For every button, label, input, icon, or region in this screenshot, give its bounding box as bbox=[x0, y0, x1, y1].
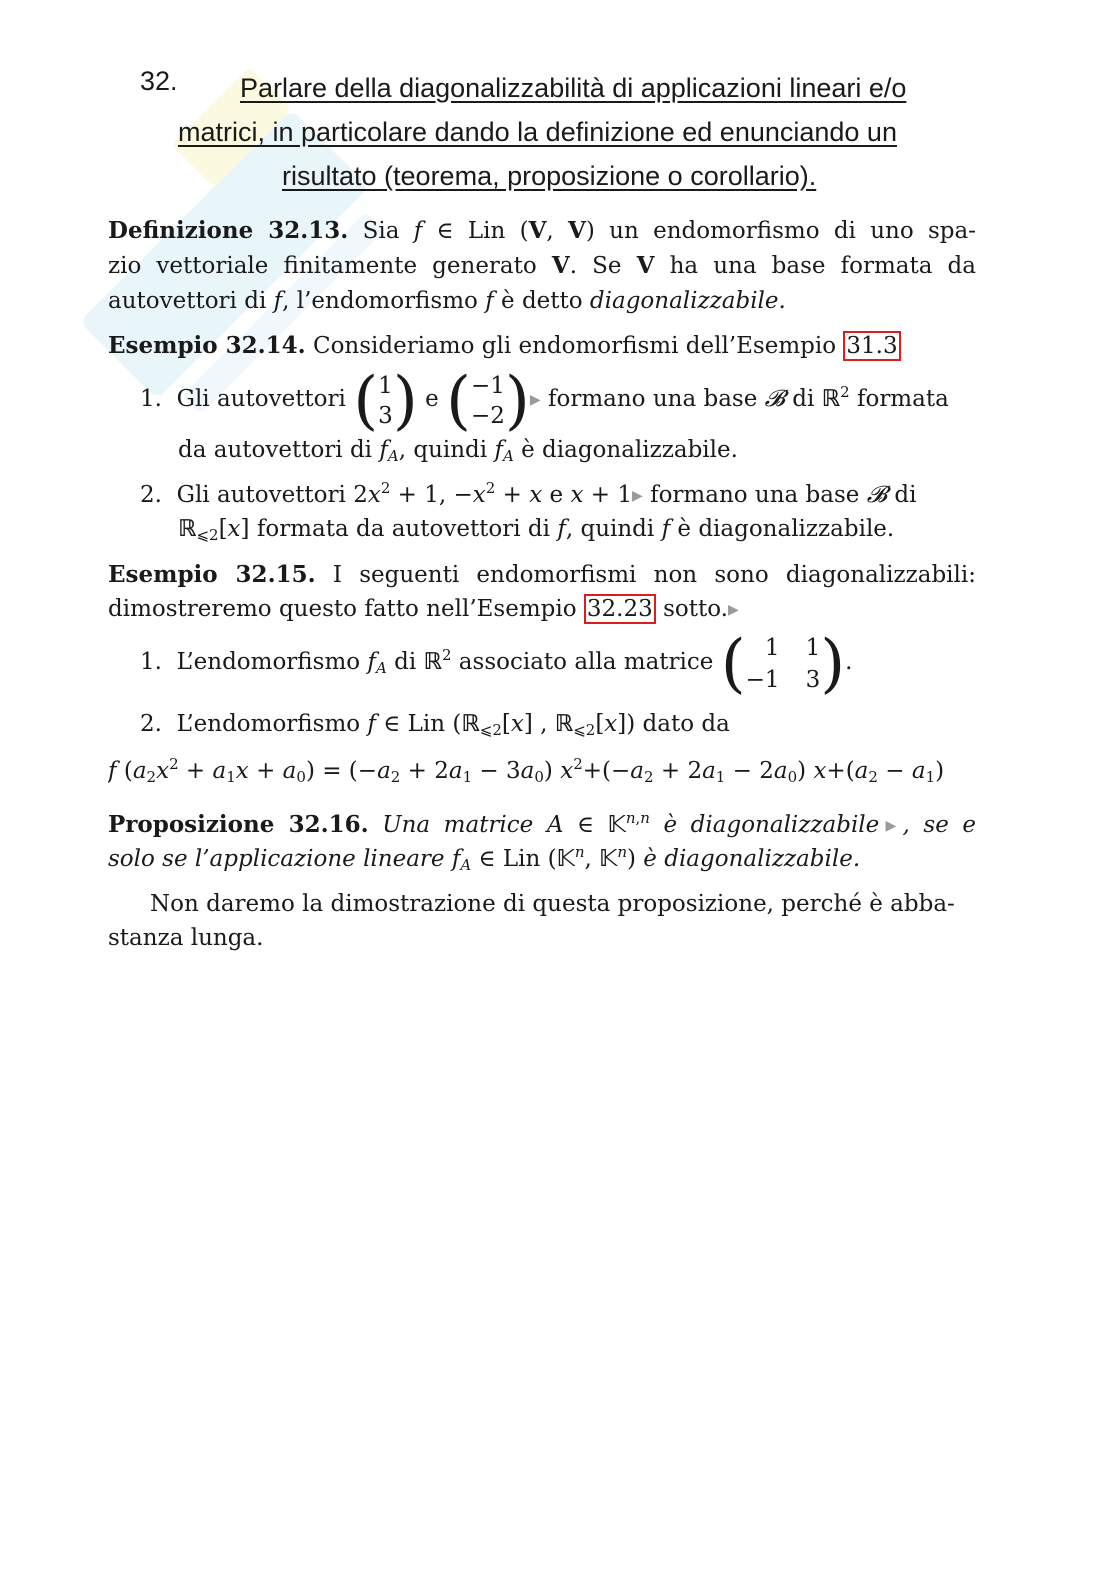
example-15-formula: f $(a_2x^2 + a_1x + a_0) = (-a_2 + 2a_1 - 3a_0) x^2+(-a_2 + 2a_1 - 2a_0) x+(a_2 - a_1)$ bbox=[108, 755, 945, 786]
proposition-heading: Proposizione 32.16. bbox=[108, 811, 369, 838]
example-14-item-1-line-1: 1. Gli autovettori (1 3) e (−1 −2)▶ formano una base 𝓑 di ℝ$^2$ formata bbox=[140, 364, 949, 438]
annotation-arrow-icon[interactable]: ▶ bbox=[631, 488, 643, 504]
example-15-item-2: 2. L’endomorfismo f ∈ Lin (ℝ$_{⩽2}$[x] , ℝ$_{⩽2}$[x]) dato da bbox=[140, 711, 730, 739]
eigenvector-2: (−1 −2) bbox=[446, 364, 530, 438]
definition-line-3: autovettori di f, l’endomorfismo f è detto diagonalizzabile. bbox=[108, 288, 786, 314]
definition-heading: Definizione 32.13. bbox=[108, 217, 349, 244]
definition-line-2: zio vettoriale finitamente generato V. Se V ha una base formata da bbox=[108, 252, 976, 279]
annotation-arrow-icon[interactable]: ▶ bbox=[727, 602, 739, 618]
title-line-2: matrici, in particolare dando la definizione ed enunciando un bbox=[178, 117, 897, 147]
remark-line-2: stanza lunga. bbox=[108, 925, 264, 951]
example-15-item-1: 1. L’endomorfismo $f_A$ di ℝ$^2$ associato alla matrice ( 1 1 −1 3 ). bbox=[140, 627, 853, 701]
reference-link-32-23[interactable]: 32.23 bbox=[584, 594, 656, 624]
example-15-line-1: Esempio 32.15. I seguenti endomorfismi non sono diagonalizzabili: bbox=[108, 561, 976, 588]
annotation-arrow-icon[interactable]: ▶ bbox=[879, 818, 903, 834]
defined-term: diagonalizzabile. bbox=[589, 288, 786, 314]
reference-link-31-3[interactable]: 31.3 bbox=[843, 331, 900, 361]
remark-line-1: Non daremo la dimostrazione di questa proposizione, perché è abba- bbox=[150, 891, 955, 917]
proposition-line-1: Proposizione 32.16. Una matrice A ∈ 𝕂$^{n,n}$ è diagonalizzabile▶, se e bbox=[108, 809, 976, 838]
annotation-arrow-icon[interactable]: ▶ bbox=[529, 392, 541, 408]
title-line-1: Parlare della diagonalizzabilità di applicazioni lineari e/o bbox=[240, 73, 907, 103]
matrix: ( 1 1 −1 3 ) bbox=[720, 627, 846, 701]
example-14-item-2-line-2: ℝ$_{⩽2}$[x] formata da autovettori di f, quindi f è diagonalizzabile. bbox=[178, 516, 895, 544]
eigenvector-1: (1 3) bbox=[353, 364, 418, 438]
example-14-heading: Esempio 32.14. bbox=[108, 332, 306, 359]
example-14-item-1-line-2: da autovettori di $f_A$, quindi $f_A$ è diagonalizzabile. bbox=[178, 437, 738, 465]
example-14-intro: Esempio 32.14. Consideriamo gli endomorfismi dell’Esempio 31.3 bbox=[108, 329, 901, 363]
example-15-heading: Esempio 32.15. bbox=[108, 561, 316, 588]
example-14-item-2-line-1: 2. Gli autovettori $2x^2 + 1$, $-x^2 + x$ e x + 1▶ formano una base 𝓑 di bbox=[140, 479, 917, 508]
proposition-line-2: solo se l’applicazione lineare $f_A$ ∈ Lin (𝕂$^n$, 𝕂$^n$) è diagonalizzabile. bbox=[108, 843, 861, 874]
question-number: 32. bbox=[140, 66, 178, 96]
example-15-line-2: dimostreremo questo fatto nell’Esempio 32.23 sotto.▶ bbox=[108, 596, 739, 622]
definition-line-1: Definizione 32.13. Sia f ∈ Lin (V, V) un endomorfismo di uno spa- bbox=[108, 217, 976, 244]
title-line-3: risultato (teorema, proposizione o corollario). bbox=[282, 161, 817, 191]
